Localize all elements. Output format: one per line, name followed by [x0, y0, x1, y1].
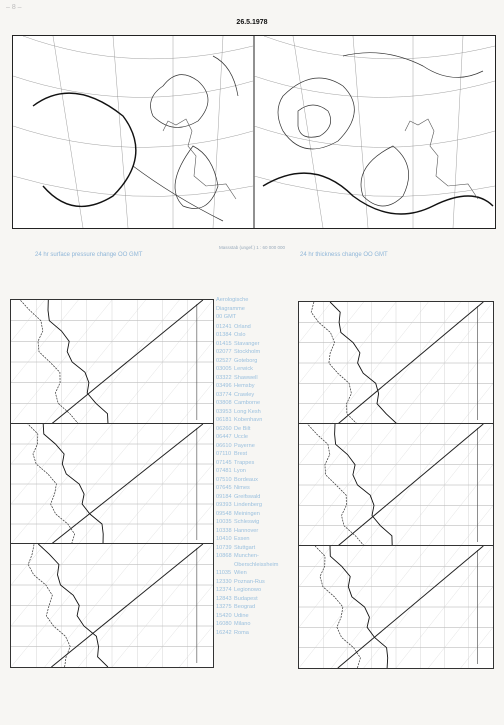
station-row	[216, 331, 298, 340]
station-row	[216, 595, 298, 604]
station-name: Milano	[234, 621, 251, 627]
station-list-title	[216, 296, 298, 322]
station-list	[216, 296, 298, 637]
sounding-plot	[11, 424, 213, 544]
station-id: 15420	[216, 612, 232, 619]
station-name: Roma	[234, 629, 249, 636]
map-scale-note: Massstab (ungef.) 1 : 60 000 000	[218, 245, 286, 250]
station-row	[216, 586, 298, 595]
station-id: 11035	[216, 570, 232, 576]
aerological-diagram	[10, 299, 214, 425]
station-name: Budapest	[234, 595, 258, 602]
station-name: Shawwell	[234, 374, 258, 381]
aerological-diagram	[298, 545, 494, 669]
station-id: 07481	[216, 468, 232, 474]
station-name: Stuttgart	[234, 544, 256, 551]
station-row	[216, 340, 298, 349]
station-row	[216, 620, 298, 629]
station-name: Beograd	[234, 604, 256, 610]
station-name: Camborne	[234, 400, 261, 406]
station-id: 03322	[216, 374, 232, 381]
station-id: 03496	[216, 383, 232, 389]
station-row	[216, 357, 298, 366]
station-row	[216, 459, 298, 468]
station-row	[216, 569, 298, 578]
station-name: Orland	[234, 323, 251, 330]
station-name: Oslo	[234, 332, 246, 338]
station-id: 07510	[216, 476, 232, 483]
station-id: 01415	[216, 340, 232, 347]
station-row	[216, 408, 298, 417]
station-row	[216, 425, 298, 434]
aerological-diagram	[10, 543, 214, 668]
station-id: 07645	[216, 485, 232, 491]
station-id: 10035	[216, 519, 232, 525]
station-row	[216, 433, 298, 442]
station-id: 03774	[216, 391, 232, 398]
station-row	[216, 442, 298, 451]
station-row	[216, 391, 298, 400]
station-row	[216, 561, 298, 570]
station-name: Nimes	[234, 485, 250, 491]
station-list-title-line: 00 GMT	[216, 314, 237, 320]
station-name: Essen	[234, 536, 250, 542]
sounding-plot	[11, 300, 213, 424]
station-name: Hannover	[234, 527, 259, 534]
station-row	[216, 510, 298, 519]
station-name: Poznan-Rus	[234, 578, 265, 585]
station-name: Goteborg	[234, 357, 258, 364]
station-id: 12374	[216, 587, 232, 593]
station-name: Stavanger	[234, 340, 260, 347]
station-row	[216, 365, 298, 374]
station-row	[216, 612, 298, 621]
station-row	[216, 399, 298, 408]
aerological-diagram	[298, 423, 494, 547]
station-id: 06447	[216, 434, 232, 440]
station-row	[216, 544, 298, 553]
station-name: Uccle	[234, 434, 248, 440]
station-row	[216, 501, 298, 510]
station-id: 13275	[216, 604, 232, 610]
sounding-plot	[11, 544, 213, 667]
station-name: Oberschleissheim	[234, 561, 279, 568]
station-name: Crawley	[234, 391, 255, 398]
station-row	[216, 552, 298, 561]
station-id: 09184	[216, 493, 232, 500]
station-name: Lerwick	[234, 366, 253, 372]
station-list-title-line: Aerologische	[216, 297, 249, 303]
station-id: 09393	[216, 502, 232, 508]
sounding-plot	[299, 424, 493, 546]
station-name: Meiningen	[234, 510, 260, 517]
station-name: Payerne	[234, 442, 255, 449]
station-row	[216, 467, 298, 476]
station-id: 10410	[216, 536, 232, 542]
station-id: 02527	[216, 357, 232, 364]
station-id: 16080	[216, 621, 232, 627]
station-row	[216, 535, 298, 544]
page-number: – 8 –	[6, 4, 22, 11]
station-name: Lyon	[234, 468, 246, 474]
station-id: 06181	[216, 417, 232, 423]
station-id: 12843	[216, 595, 232, 602]
left-map-caption: 24 hr surface pressure change OO GMT	[35, 252, 143, 258]
station-name: Bordeaux	[234, 476, 258, 483]
station-id: 03953	[216, 408, 232, 415]
station-row	[216, 382, 298, 391]
station-id: 09548	[216, 510, 232, 517]
station-row	[216, 518, 298, 527]
station-id: 07110	[216, 451, 232, 457]
aerological-diagram	[10, 423, 214, 545]
page-date: 26.5.1978	[236, 19, 268, 26]
station-row	[216, 527, 298, 536]
station-row	[216, 484, 298, 493]
station-row	[216, 578, 298, 587]
station-name: Legionowo	[234, 587, 262, 593]
station-name: Kobenhavn	[234, 417, 263, 423]
station-id: 10338	[216, 527, 232, 534]
station-id: 07145	[216, 459, 232, 466]
station-name: Wien	[234, 570, 247, 576]
station-name: Hemsby	[234, 383, 255, 389]
weather-maps	[12, 35, 496, 229]
station-row	[216, 374, 298, 383]
station-id: 03005	[216, 366, 232, 372]
sounding-plot	[299, 546, 493, 668]
station-row	[216, 603, 298, 612]
station-id: 06260	[216, 425, 232, 432]
station-row	[216, 476, 298, 485]
station-name: Udine	[234, 612, 249, 619]
station-name: Schleswig	[234, 519, 260, 525]
sounding-plot	[299, 302, 493, 424]
station-name: De Bilt	[234, 425, 251, 432]
station-rows	[216, 323, 298, 638]
station-name: Munchen-	[234, 553, 259, 559]
station-name: Brest	[234, 451, 248, 457]
station-id: 10739	[216, 544, 232, 551]
station-row	[216, 416, 298, 425]
station-id: 10868	[216, 553, 232, 559]
station-id: 01384	[216, 332, 232, 338]
station-id: 16242	[216, 629, 232, 636]
station-id: 06610	[216, 442, 232, 449]
station-name: Stockholm	[234, 349, 261, 355]
station-name: Greifswald	[234, 493, 261, 500]
station-name: Lindenberg	[234, 502, 262, 508]
station-list-title-line: Diagramme	[216, 305, 245, 312]
right-map-caption: 24 hr thickness change OO GMT	[300, 252, 388, 258]
station-row	[216, 450, 298, 459]
aerological-diagram	[298, 301, 494, 425]
station-name: Trappes	[234, 459, 255, 466]
weather-maps-figure	[13, 36, 495, 228]
station-row	[216, 629, 298, 638]
station-name: Long Kesh	[234, 408, 261, 415]
station-id: 12330	[216, 578, 232, 585]
station-row	[216, 323, 298, 332]
station-row	[216, 493, 298, 502]
station-id: 02077	[216, 349, 232, 355]
station-id: 03808	[216, 400, 232, 406]
station-id: 01241	[216, 323, 232, 330]
station-row	[216, 348, 298, 357]
